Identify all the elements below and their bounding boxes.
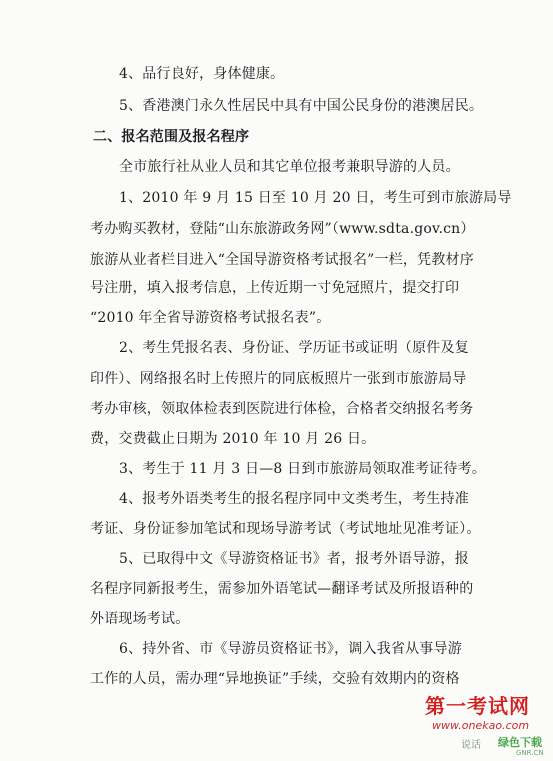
step-4-line-1: 4、报考外语类考生的报名程序同中文类考生，考生持准 (119, 491, 469, 507)
step-5-line-2: 名程序同新报考生，需参加外语笔试—翻译考试及所报语种的 (90, 581, 474, 597)
step-6-line-2: 工作的人员，需办理“异地换证”手续，交验有效期内的资格 (90, 671, 460, 687)
watermark-small-text: 说话 (461, 740, 481, 751)
watermark-url: www.onekao.com (432, 719, 530, 732)
list-item-4: 4、品行良好，身体健康。 (119, 66, 285, 82)
step-1-line-5: “2010 年全省导游资格考试报名表”。 (90, 310, 331, 326)
scope-paragraph: 全市旅行社从业人员和其它单位报考兼职导游的人员。 (119, 159, 460, 175)
watermark-domain: GNR.CN (516, 749, 544, 757)
step-5-line-1: 5、已取得中文《导游资格证书》者，报考外语导游，报 (119, 551, 469, 567)
step-2-line-1: 2、考生凭报名表、身份证、学历证书或证明（原件及复 (119, 340, 469, 356)
step-2-line-4: 费，交费截止日期为 2010 年 10 月 26 日。 (90, 431, 376, 447)
step-1-line-2: 考办购买教材，登陆“山东旅游政务网”（www.sdta.gov.cn） (90, 221, 475, 237)
step-1-line-1: 1、2010 年 9 月 15 日至 10 月 20 日，考生可到市旅游局导 (119, 190, 512, 206)
step-6-line-1: 6、持外省、市《导游员资格证书》，调入我省从事导游 (119, 641, 462, 657)
step-2-line-2: 印件）、网络报名时上传照片的同底板照片一张到市旅游局导 (90, 371, 467, 387)
watermark-title: 第一考试网 (425, 694, 530, 718)
watermark-green-text: 绿色下载 (498, 736, 542, 749)
list-item-5: 5、香港澳门永久性居民中具有中国公民身份的港澳居民。 (119, 98, 484, 114)
step-3-line-1: 3、考生于 11 月 3 日—8 日到市旅游局领取准考证待考。 (119, 461, 486, 477)
step-1-line-3: 旅游从业者栏目进入“全国导游资格考试报名”一栏，凭教材序 (90, 252, 474, 268)
step-2-line-3: 考办审核，领取体检表到医院进行体检，合格者交纳报名考务 (90, 401, 474, 417)
section-heading: 二、报名范围及报名程序 (93, 129, 250, 145)
step-5-line-3: 外语现场考试。 (90, 611, 190, 627)
step-1-line-4: 号注册，填入报考信息，上传近期一寸免冠照片，提交打印 (90, 280, 460, 296)
step-4-line-2: 考证、身份证参加笔试和现场导游考试（考试地址见准考证）。 (90, 521, 481, 537)
